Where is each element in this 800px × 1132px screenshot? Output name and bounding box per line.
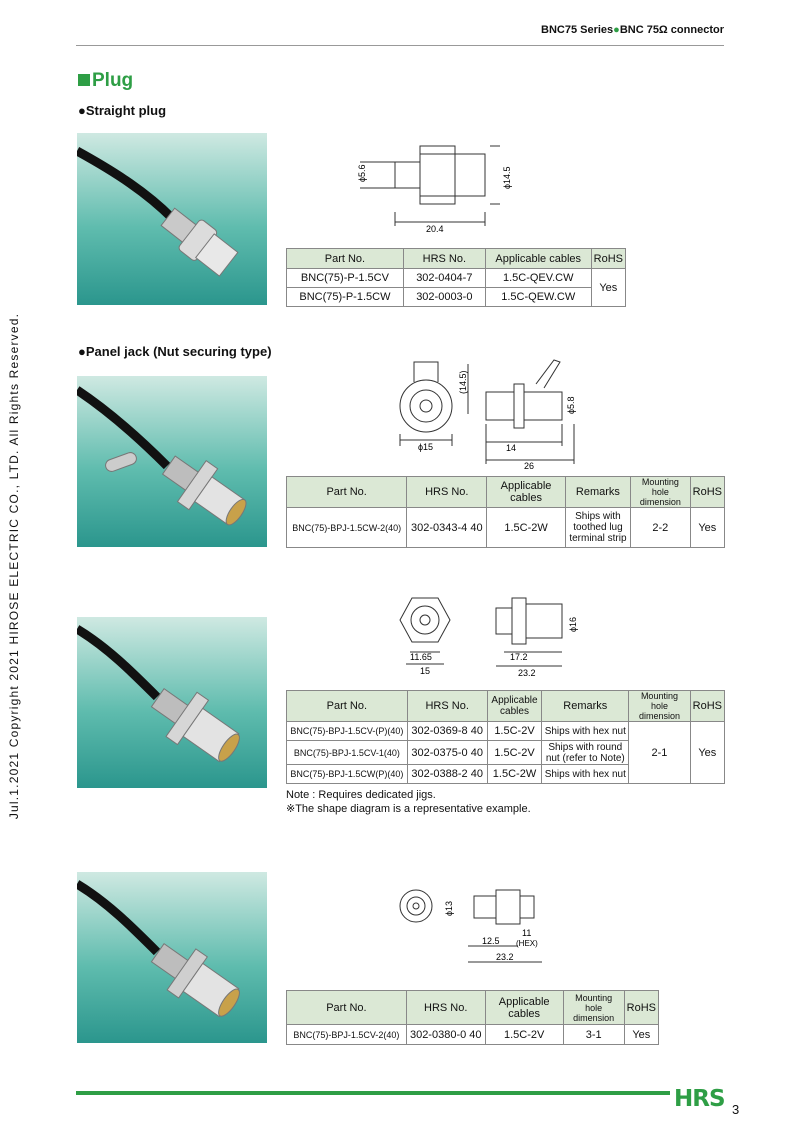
series-name: BNC75 Series (541, 24, 614, 36)
table-row: BNC(75)-BPJ-1.5CV-2(40) 302-0380-0 40 1.5C-2V 3-1 Yes (287, 1025, 659, 1045)
straight-plug-table (286, 248, 626, 307)
dim-d2: ϕ14.5 (502, 166, 512, 189)
dim-a: 11.65 (410, 652, 432, 662)
rohs-cell: Yes (690, 722, 724, 784)
dim-h: (14.5) (458, 370, 468, 394)
table-row: BNC(75)-P-1.5CW 302-0003-0 1.5C-QEW.CW (287, 288, 626, 307)
straight-plug-photo (77, 133, 267, 305)
dim-a: 14 (506, 443, 517, 453)
mount-cell: 2-1 (629, 722, 690, 784)
panel-jack-drawing (386, 352, 586, 470)
jack3-image (77, 872, 267, 1043)
dim-c: 23.2 (496, 952, 514, 962)
header-rule (76, 45, 724, 46)
dim-b: 11 (522, 928, 532, 938)
panel-jack-image (77, 376, 267, 547)
table-row: BNC(75)-BPJ-1.5CV-(P)(40) 302-0369-8 40 1.5C-2V Ships with hex nut 2-1 Yes (287, 722, 725, 741)
table-row: BNC(75)-BPJ-1.5CW(P)(40) 302-0388-2 40 1.5C-2W Ships with hex nut (287, 765, 725, 784)
dim-e: ϕ16 (568, 616, 578, 632)
copyright-side-text: Jul.1.2021 Copyright 2021 HIROSE ELECTRIC CO., LTD. All Rights Reserved. (7, 312, 21, 820)
panel-jack-title: ●Panel jack (Nut securing type) (78, 344, 272, 359)
square-bullet-icon (78, 74, 90, 86)
page-number: 3 (732, 1102, 740, 1117)
note-diagram: ※The shape diagram is a representative example. (286, 803, 531, 815)
straight-plug-drawing (340, 134, 530, 238)
jack2-photo (77, 617, 267, 788)
dim-d: 23.2 (518, 668, 536, 678)
col-hrs-no: HRS No. (403, 249, 485, 269)
hrs-logo: HRS (674, 1086, 725, 1112)
connector-name: BNC 75Ω connector (619, 24, 724, 36)
table-row: BNC(75)-P-1.5CV 302-0404-7 1.5C-QEV.CW Yes (287, 269, 626, 288)
footer-rule (76, 1091, 670, 1095)
dim-d: ϕ15 (418, 442, 434, 452)
note-jigs: Note : Requires dedicated jigs. (286, 789, 436, 801)
col-rohs: RoHS (591, 249, 625, 269)
jack2-table: Part No. HRS No. Applicable cables Remarks Mounting hole dimension RoHS BNC(75)-BPJ-1.5CV-(P)(40) 302-0369-8 40 1.5C-2V Ships with hex nut 2-1 Yes BNC(75)-BPJ-1.5CV-1(40) 302-0375-0 40 1.5C-2V Ships with round nut (refer to Note) BNC(75)-BPJ-1.5CW(P)(40) 302-0388-2 40 1.5C-2W Ships with hex nut (286, 690, 725, 784)
dim-c: 17.2 (510, 652, 528, 662)
page-header (541, 24, 724, 36)
jack2-drawing (396, 588, 592, 680)
jack3-photo (77, 872, 267, 1043)
dim-b: 15 (420, 666, 431, 676)
straight-plug-image (77, 133, 267, 305)
dim-d: ϕ13 (444, 900, 454, 916)
jack3-drawing (396, 884, 556, 964)
table-row: BNC(75)-BPJ-1.5CV-1(40) 302-0375-0 40 1.5C-2V Ships with round nut (refer to Note) (287, 741, 725, 765)
rohs-cell: Yes (591, 269, 625, 307)
dim-hex: (HEX) (516, 939, 538, 948)
col-part-no: Part No. (287, 249, 404, 269)
jack2-image (77, 617, 267, 788)
col-cables: Applicable cables (485, 249, 591, 269)
dim-d2: ϕ5.8 (566, 396, 576, 414)
panel-jack-table: Part No. HRS No. Applicable cables Remarks Mounting hole dimension RoHS BNC(75)-BPJ-1.5CW-2(40) 302-0343-4 40 1.5C-2W Ships with toothed lug terminal strip 2-2 Yes (286, 476, 725, 548)
straight-plug-title: ●Straight plug (78, 103, 167, 118)
dim-a: 12.5 (482, 936, 500, 946)
dim-len: 20.4 (426, 224, 444, 234)
dim-d1: ϕ5.6 (357, 164, 367, 182)
section-title: Plug (78, 70, 133, 92)
bullet-icon: ● (613, 24, 620, 36)
jack3-table: Part No. HRS No. Applicable cables Mounting hole dimension RoHS BNC(75)-BPJ-1.5CV-2(40) 302-0380-0 40 1.5C-2V 3-1 Yes (286, 990, 659, 1045)
table-row: BNC(75)-BPJ-1.5CW-2(40) 302-0343-4 40 1.5C-2W Ships with toothed lug terminal strip 2-2 Yes (287, 508, 725, 548)
panel-jack-photo (77, 376, 267, 547)
dim-b: 26 (524, 461, 535, 470)
